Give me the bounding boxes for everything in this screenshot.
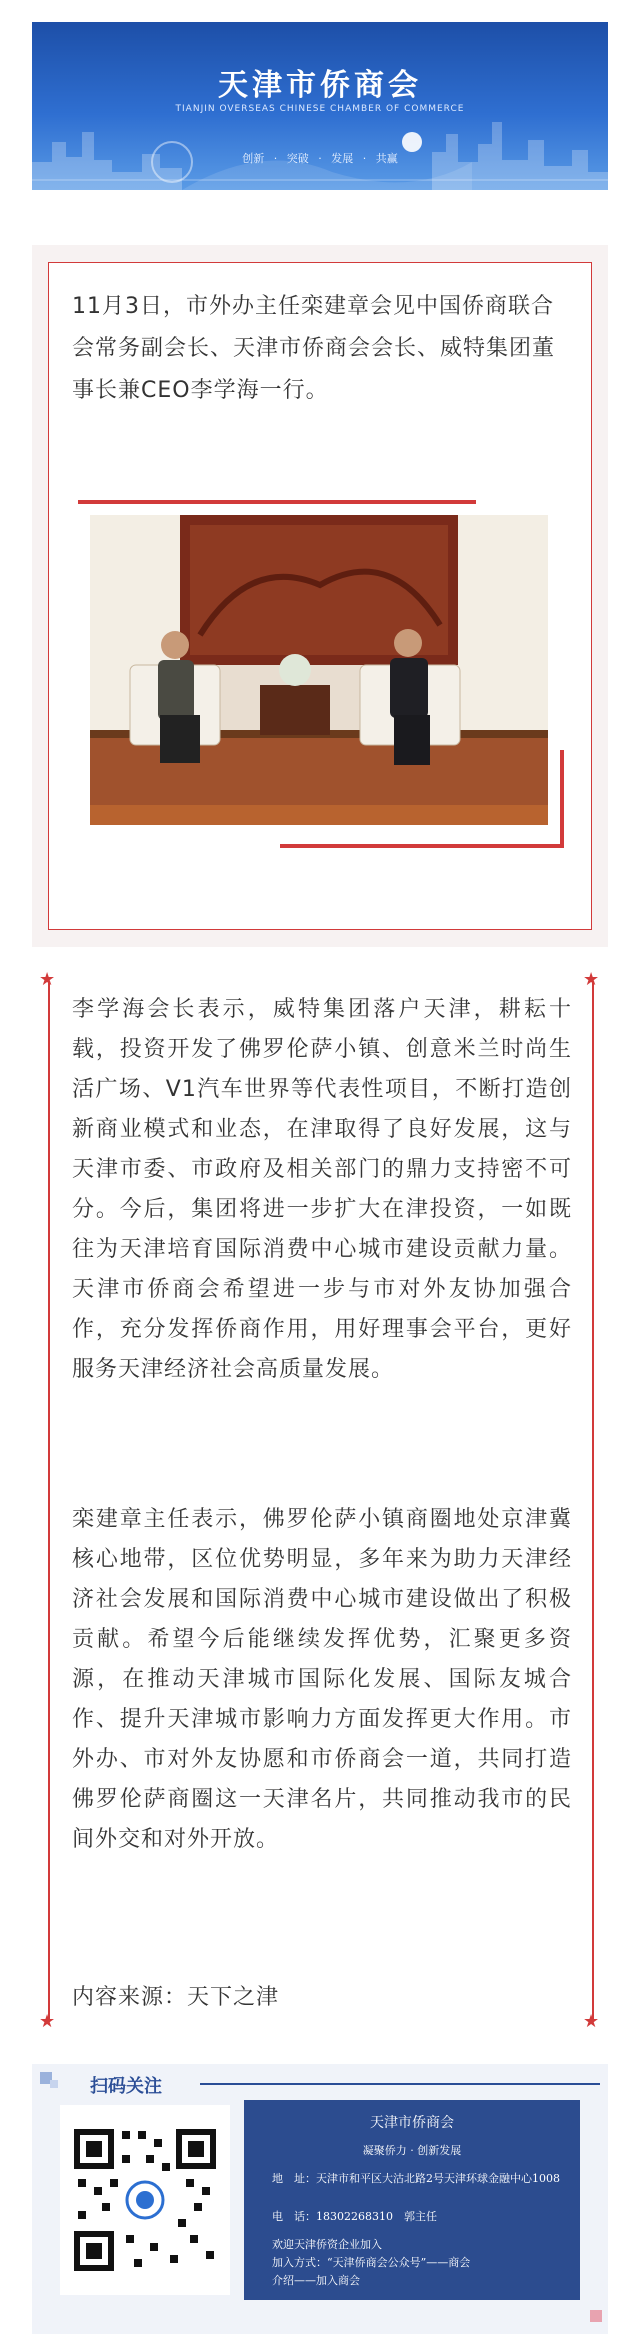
border-line-left	[48, 982, 50, 2022]
meeting-photo	[90, 515, 548, 825]
join-line-2: 介绍——加入商会	[272, 2274, 360, 2287]
org-slogan: 凝聚侨力 · 创新发展	[362, 2144, 462, 2157]
phone-label: 电 话：	[272, 2210, 316, 2223]
phone-value: 18302268310 郭主任	[316, 2210, 437, 2223]
border-line-right	[592, 982, 594, 2022]
star-icon: ★	[583, 969, 600, 990]
star-icon: ★	[583, 2011, 600, 2032]
welcome-text: 欢迎天津侨资企业加入	[272, 2238, 382, 2251]
header-banner	[32, 22, 608, 190]
qr-code-icon	[60, 2105, 230, 2295]
address-label: 地 址：	[272, 2172, 316, 2185]
star-icon: ★	[39, 2011, 56, 2032]
address-value: 天津市和平区大沽北路2号天津环球金融中心1008	[316, 2172, 560, 2185]
org-name: 天津市侨商会	[370, 2115, 454, 2131]
banner-subtitle: TIANJIN OVERSEAS CHINESE CHAMBER OF COMMERCE	[175, 104, 465, 114]
join-method-row	[272, 2254, 470, 2272]
qr-code[interactable]	[60, 2105, 230, 2295]
banner-slogan: 创新 · 突破 · 发展 · 共赢	[242, 152, 398, 165]
lead-paragraph: 11月3日，市外办主任栾建章会见中国侨商联合会常务副会长、天津市侨商会会长、威特集团董事长兼CEO李学海一行。	[72, 294, 556, 403]
address-row	[272, 2170, 560, 2188]
body-paragraph: 李学海会长表示，威特集团落户天津，耕耘十载，投资开发了佛罗伦萨小镇、创意米兰时尚生活广场、V1汽车世界等代表性项目，不断打造创新商业模式和业态，在津取得了良好发展，这与天津市委、市政府及相关部门的鼎力支持密不可分。今后，集团将进一步扩大在津投资，一如既往为天津培育国际消费中心城市建设贡献力量。天津市侨商会希望进一步与市对外友协加强合作，充分发挥侨商作用，用好理事会平台，更好服务天津经济社会高质量发展。	[72, 997, 572, 1382]
body-paragraph: 栾建章主任表示，佛罗伦萨小镇商圈地处京津冀核心地带，区位优势明显，多年来为助力天津经济社会发展和国际消费中心城市建设做出了积极贡献。希望今后能继续发挥优势，汇聚更多资源，在推动天津城市国际化发展、国际友城合作、提升天津城市影响力方面发挥更大作用。市外办、市对外友协愿和市侨商会一道，共同打造佛罗伦萨商圈这一天津名片，共同推动我市的民间外交和对外开放。	[72, 1507, 572, 1852]
join-line-1: “天津侨商会公众号”——商会	[327, 2256, 471, 2269]
photo-frame-accent	[78, 500, 476, 504]
photo-frame-accent	[560, 750, 564, 848]
photo-frame-accent	[280, 844, 564, 848]
source-line: 内容来源：天下之津	[72, 1985, 280, 2010]
banner-title: 天津市侨商会	[218, 68, 422, 103]
divider	[200, 2083, 600, 2085]
decor-square	[50, 2080, 58, 2088]
scan-follow-label: 扫码关注	[90, 2076, 162, 2097]
join-label: 加入方式：	[272, 2256, 327, 2269]
contact-info-panel	[244, 2100, 580, 2300]
star-icon: ★	[39, 969, 56, 990]
phone-row	[272, 2208, 437, 2226]
decor-square	[590, 2310, 602, 2322]
